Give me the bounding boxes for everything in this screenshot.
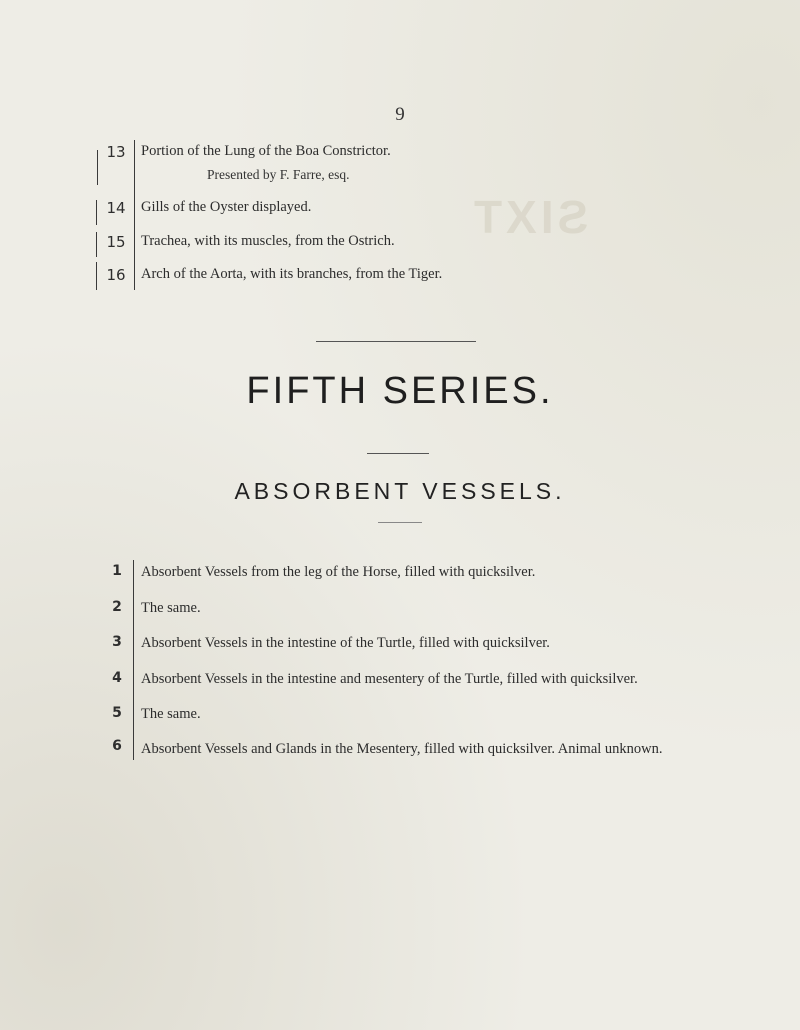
column-divider-bottom bbox=[133, 560, 134, 760]
divider-rule bbox=[316, 341, 476, 342]
entry-number: 5 bbox=[112, 705, 122, 721]
entry-text: Absorbent Vessels in the intestine and mesentery of the Turtle, filled with quicksilver. bbox=[141, 671, 638, 687]
page-number: 9 bbox=[395, 104, 405, 125]
entry-text: Absorbent Vessels and Glands in the Mesentery, filled with quicksilver. Animal unknown. bbox=[141, 741, 663, 757]
entry-text: Portion of the Lung of the Boa Constrictor. bbox=[141, 143, 391, 159]
entry-text: The same. bbox=[141, 706, 201, 722]
entry-text: Absorbent Vessels in the intestine of the Turtle, filled with quicksilver. bbox=[141, 635, 550, 651]
entry-number: 3 bbox=[112, 634, 122, 650]
divider-rule bbox=[378, 522, 422, 523]
entry-number: 4 bbox=[112, 670, 122, 686]
entry-number: 1 bbox=[112, 563, 122, 579]
entry-text: Arch of the Aorta, with its branches, from the Tiger. bbox=[141, 266, 443, 282]
entry-number: 13 bbox=[106, 143, 126, 161]
entry-number: 15 bbox=[106, 233, 126, 251]
entry-text: Trachea, with its muscles, from the Ostrich. bbox=[141, 233, 395, 249]
entry-text: The same. bbox=[141, 600, 201, 616]
divider-rule bbox=[367, 453, 429, 454]
entry-number: 2 bbox=[112, 599, 122, 615]
entry-presenter: Presented by F. Farre, esq. bbox=[207, 167, 350, 182]
entry-text: Gills of the Oyster displayed. bbox=[141, 199, 312, 215]
entry-number: 14 bbox=[106, 199, 126, 217]
entry-number: 16 bbox=[106, 266, 126, 284]
section-title: ABSORBENT VESSELS. bbox=[234, 478, 566, 504]
series-title: FIFTH SERIES. bbox=[246, 370, 554, 412]
entry-number: 6 bbox=[112, 738, 122, 754]
entry-text: Absorbent Vessels from the leg of the Horse, filled with quicksilver. bbox=[141, 564, 536, 580]
bleed-through-mark: SIXT bbox=[470, 191, 589, 243]
